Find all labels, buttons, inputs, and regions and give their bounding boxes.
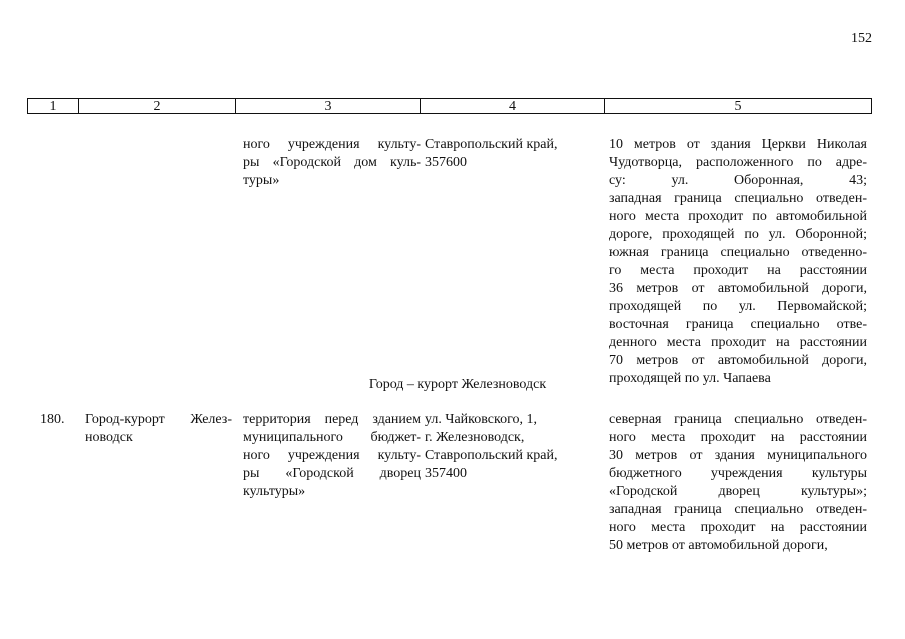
text-line: восточная граница специально отве- [609,317,867,332]
text-line: ры «Городской дворец [243,466,421,481]
text-line: ного места проходит на расстоянии [609,430,867,445]
text-line: ного учреждения культу- [243,137,421,152]
text-line: ул. Чайковского, 1, [425,412,537,427]
continued-row-col3 [243,136,421,190]
continued-row-col4 [425,136,603,172]
header-col-3: 3 [236,99,421,113]
text-line: г. Железноводск, [425,430,525,445]
text-line: западная граница специально отведен- [609,191,867,206]
header-col-5: 5 [734,99,742,114]
header-col-2: 2 [79,99,236,113]
section-title: Город – курорт Железноводск [368,377,547,392]
text-line: проходящей по ул. Первомайской; [609,299,867,314]
text-line: ры «Городской дом куль- [243,155,421,170]
text-line: 50 метров от автомобильной дороги, [609,538,828,553]
row-180-col3 [243,411,421,501]
text-line: муниципального бюджет- [243,430,421,445]
text-line: проходящей по ул. Чапаева [609,371,771,386]
text-line: западная граница специально отведен- [609,502,867,517]
row-180-col4 [425,411,603,483]
text-line: 30 метров от здания муниципального [609,448,867,463]
text-line: Чудотворца, расположенного по адре- [609,155,867,170]
row-180-col2 [85,411,232,447]
text-line: 357400 [425,466,467,481]
text-line: су: ул. Оборонная, 43; [609,173,867,188]
text-line: Город-курорт Желез- [85,412,232,427]
text-line: ного места проходит по автомобильной [609,209,867,224]
text-line: 10 метров от здания Церкви Николая [609,137,867,152]
header-col-4: 4 [421,99,605,113]
text-line: 70 метров от автомобильной дороги, [609,353,867,368]
text-line: дороге, проходящей по ул. Оборонной; [609,227,867,242]
text-line: ного учреждения культу- [243,448,421,463]
text-line: северная граница специально отведен- [609,412,867,427]
text-line: ного места проходит на расстоянии [609,520,867,535]
text-line: 357600 [425,155,467,170]
continued-row-col5 [609,136,867,388]
text-line: южная граница специально отведенно- [609,245,867,260]
text-line: 36 метров от автомобильной дороги, [609,281,867,296]
header-col-1: 1 [28,99,79,113]
text-line: Ставропольский край, [425,448,558,463]
text-line: культуры» [243,484,306,499]
text-line: го места проходит на расстоянии [609,263,867,278]
text-line: бюджетного учреждения культуры [609,466,867,481]
text-line: Ставропольский край, [425,137,558,152]
page-number: 152 [851,31,872,46]
text-line: новодск [85,430,133,445]
text-line: туры» [243,173,280,188]
row-180-col5 [609,411,867,555]
text-line: денного места проходит на расстоянии [609,335,867,350]
table-header-row [27,98,872,114]
text-line: «Городской дворец культуры»; [609,484,867,499]
text-line: территория перед зданием [243,412,421,427]
row-180-number: 180. [40,412,65,427]
